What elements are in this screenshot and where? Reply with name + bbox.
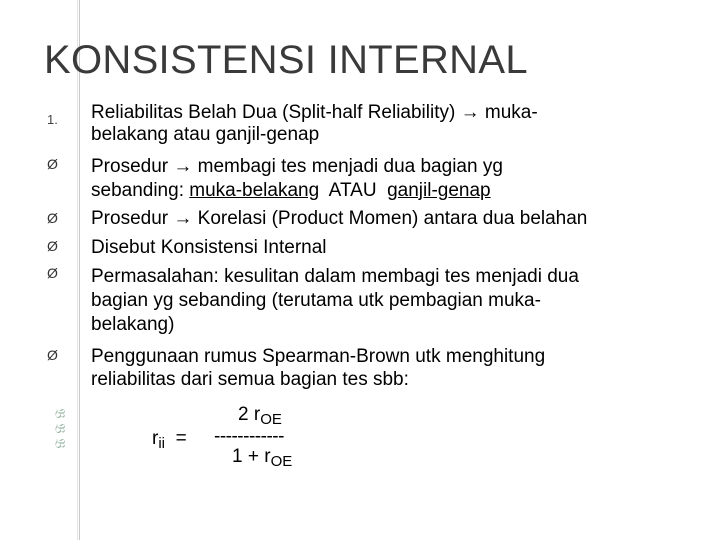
underlined-term: ganjil-genap — [387, 180, 491, 201]
list-item-text: Prosedur → Korelasi (Product Momen) antara dua belahan — [91, 208, 588, 229]
spearman-brown-formula — [152, 404, 352, 474]
arrow-bullet-icon: Ø — [47, 265, 58, 281]
ornament-glyph: 𝔅 — [51, 423, 68, 434]
list-item-text: Penggunaan rumus Spearman-Brown utk menghitung — [91, 346, 546, 367]
lhs-subscript: ii — [158, 435, 165, 452]
lhs-text: r — [152, 428, 159, 449]
arrow-bullet-icon: Ø — [47, 156, 58, 172]
arrow-bullet-icon: Ø — [47, 210, 58, 226]
list-item-text: Permasalahan: kesulitan dalam membagi tes menjadi dua — [91, 266, 579, 287]
list-item-text: belakang) — [91, 314, 175, 335]
list-item-text — [91, 180, 491, 202]
ornament-glyph: 𝔅 — [51, 438, 68, 449]
equals-sign: = — [175, 428, 187, 449]
list-item-text: Prosedur → membagi tes menjadi dua bagian yg — [91, 156, 503, 177]
text-segment: sebanding: — [91, 180, 190, 201]
list-item-text: Reliabilitas Belah Dua (Split-half Reliability) → muka- — [91, 102, 538, 123]
list-item-text: reliabilitas dari semua bagian tes sbb: — [91, 369, 409, 390]
list-item-text: Disebut Konsistensi Internal — [91, 237, 327, 258]
list-item-text: bagian yg sebanding (terutama utk pembagian muka- — [91, 290, 541, 311]
slide-title: KONSISTENSI INTERNAL — [44, 38, 528, 82]
denominator-subscript: OE — [270, 453, 293, 470]
decorative-ornament — [50, 406, 68, 451]
ornament-glyph: 𝔅 — [51, 408, 68, 419]
arrow-bullet-icon: Ø — [47, 238, 58, 254]
list-item-text: belakang atau ganjil-genap — [91, 124, 320, 145]
underlined-term: muka-belakang — [189, 180, 320, 201]
denominator-text: 1 + r — [232, 446, 271, 467]
list-number-marker: 1. — [47, 112, 58, 127]
numerator-text: 2 r — [238, 404, 261, 425]
formula-numerator — [238, 404, 282, 426]
text-segment: ATAU — [319, 180, 388, 201]
formula-denominator — [232, 446, 292, 468]
numerator-subscript: OE — [260, 411, 282, 428]
fraction-bar: ------------ — [214, 426, 284, 447]
arrow-bullet-icon: Ø — [47, 347, 58, 363]
formula-lhs — [152, 428, 187, 450]
